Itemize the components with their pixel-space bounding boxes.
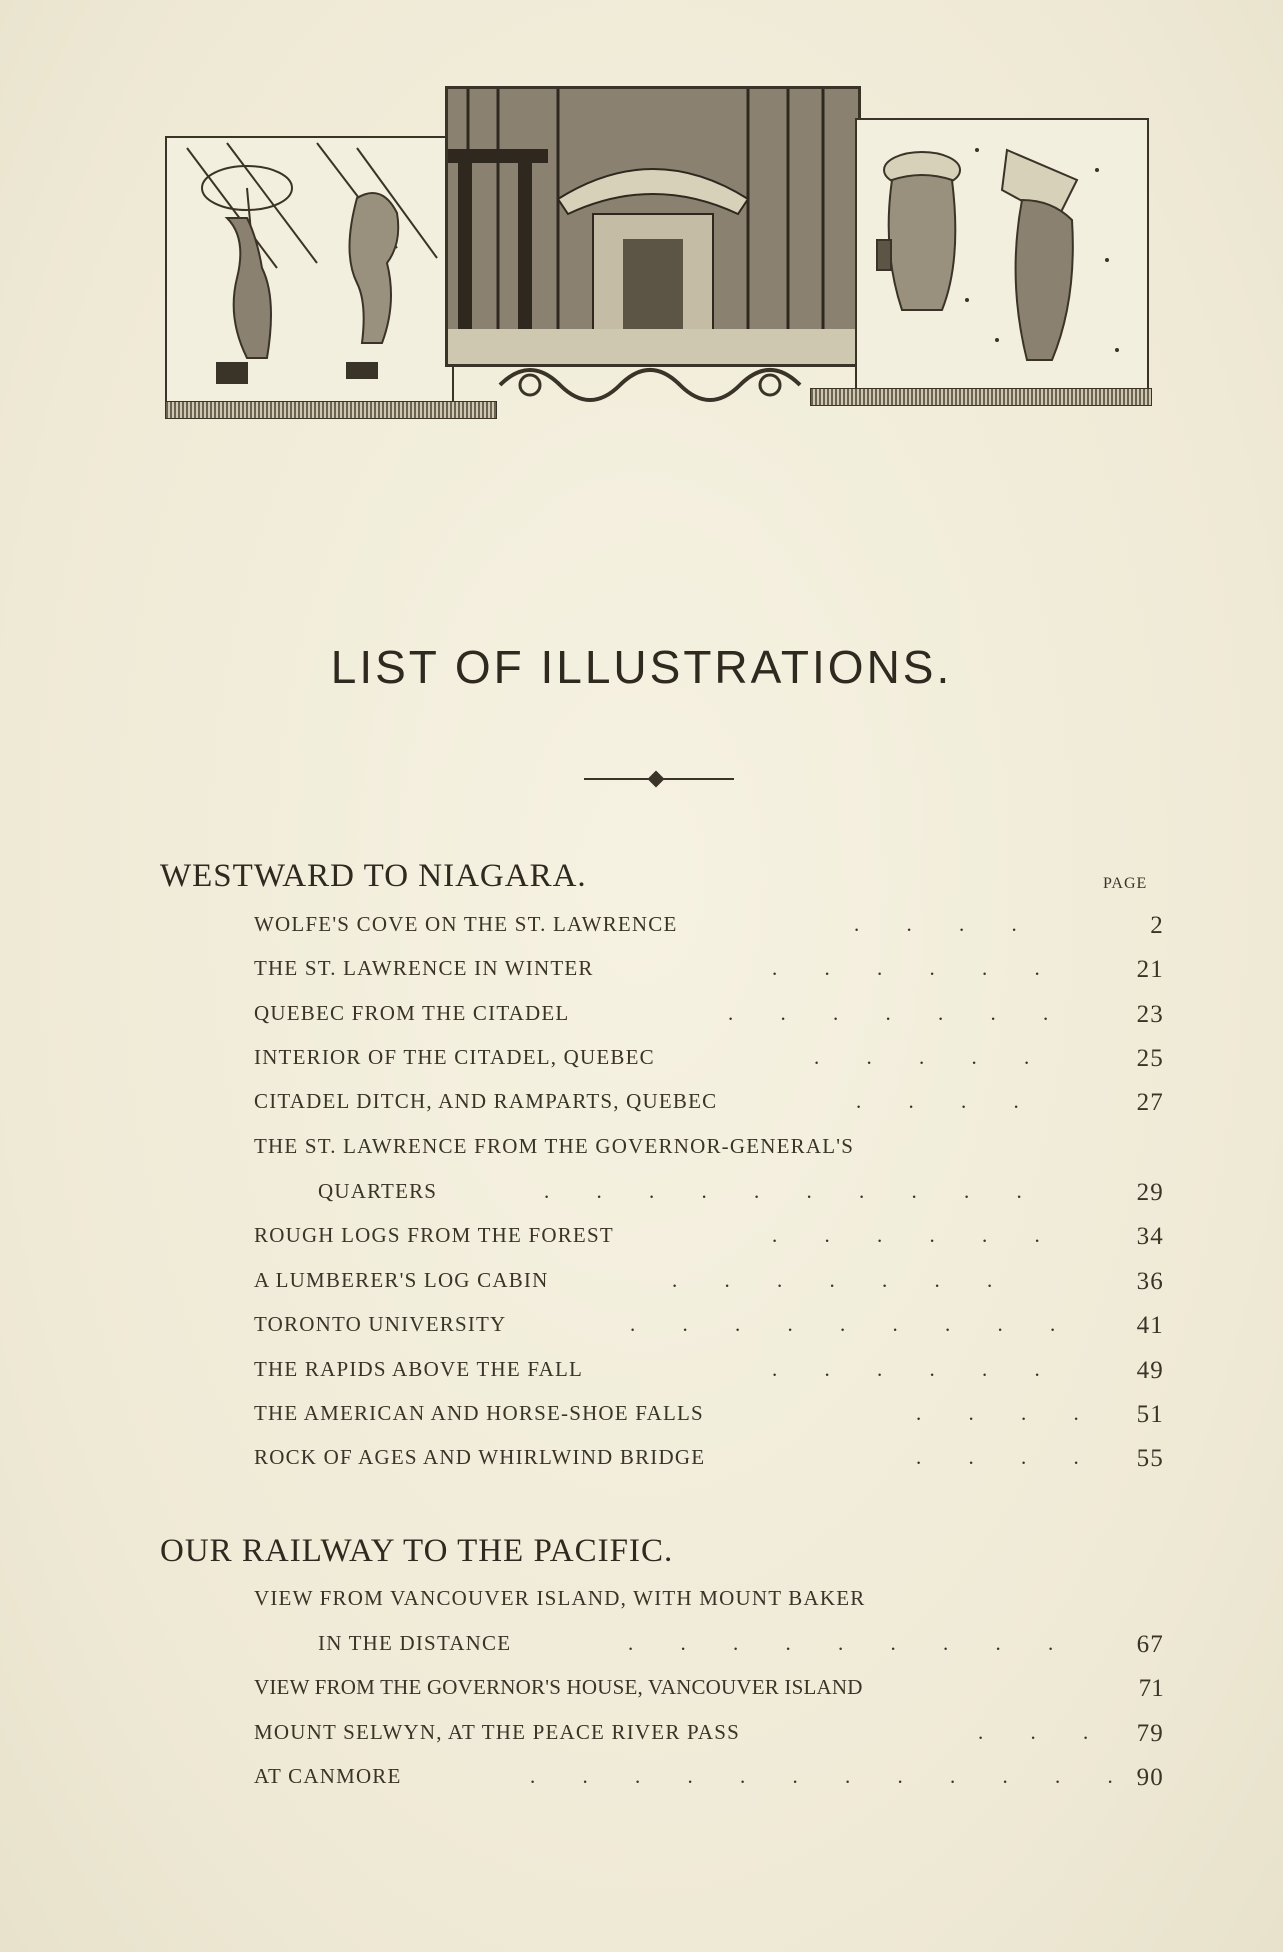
- right-ornament-border: [810, 388, 1152, 406]
- toc-entry: QUEBEC FROM THE CITADEL . . . . . . . 23: [254, 1001, 1164, 1028]
- toc-entry: CITADEL DITCH, AND RAMPARTS, QUEBEC . . . . 27: [254, 1089, 1164, 1116]
- scroll-ornament-icon: [490, 361, 810, 409]
- left-vignette-illustration: [165, 136, 454, 405]
- title-divider-diamond-icon: [648, 771, 665, 788]
- toc-entry: THE ST. LAWRENCE IN WINTER . . . . . . 21: [254, 956, 1164, 983]
- section-title-westward: WESTWARD TO NIAGARA.: [160, 858, 587, 894]
- center-shrine-illustration: [445, 86, 861, 367]
- section-title-railway: OUR RAILWAY TO THE PACIFIC.: [160, 1533, 674, 1569]
- right-vignette-illustration: [855, 118, 1149, 392]
- toc-entry: QUARTERS . . . . . . . . . . 29: [318, 1179, 1164, 1206]
- toc-entry: MOUNT SELWYN, AT THE PEACE RIVER PASS . . . 79: [254, 1720, 1164, 1747]
- toc-entry: ROUGH LOGS FROM THE FOREST . . . . . . 34: [254, 1223, 1164, 1250]
- toc-entry: THE AMERICAN AND HORSE-SHOE FALLS . . . . 51: [254, 1401, 1164, 1428]
- left-ornament-border: [165, 401, 497, 419]
- toc-entry: INTERIOR OF THE CITADEL, QUEBEC . . . . . 25: [254, 1045, 1164, 1072]
- toc-entry: IN THE DISTANCE . . . . . . . . . 67: [318, 1631, 1164, 1658]
- toc-entry: VIEW FROM VANCOUVER ISLAND, WITH MOUNT BAKER: [254, 1586, 866, 1610]
- center-scroll-ornament: [490, 361, 810, 409]
- toc-entry: WOLFE'S COVE ON THE ST. LAWRENCE . . . . 2: [254, 912, 1164, 939]
- header-engraving: [160, 78, 1160, 418]
- toc-entry: TORONTO UNIVERSITY . . . . . . . . . 41: [254, 1312, 1164, 1339]
- straw-cloak-figures-picture: [857, 120, 1147, 390]
- shrine-gate-picture: [448, 89, 858, 364]
- toc-entry: THE ST. LAWRENCE FROM THE GOVERNOR-GENERAL'S: [254, 1134, 855, 1158]
- toc-entry: VIEW FROM THE GOVERNOR'S HOUSE, VANCOUVER ISLAND 71: [254, 1675, 1164, 1702]
- toc-entry: A LUMBERER'S LOG CABIN . . . . . . . 36: [254, 1268, 1164, 1295]
- umbrella-figures-picture: [167, 138, 452, 403]
- toc-entry: AT CANMORE . . . . . . . . . . . . 90: [254, 1764, 1164, 1791]
- page-column-label: PAGE: [1103, 875, 1148, 892]
- toc-entry: THE RAPIDS ABOVE THE FALL . . . . . . 49: [254, 1357, 1164, 1384]
- page-title: LIST OF ILLUSTRATIONS.: [330, 641, 953, 693]
- toc-entry: ROCK OF AGES AND WHIRLWIND BRIDGE . . . . 55: [254, 1445, 1164, 1472]
